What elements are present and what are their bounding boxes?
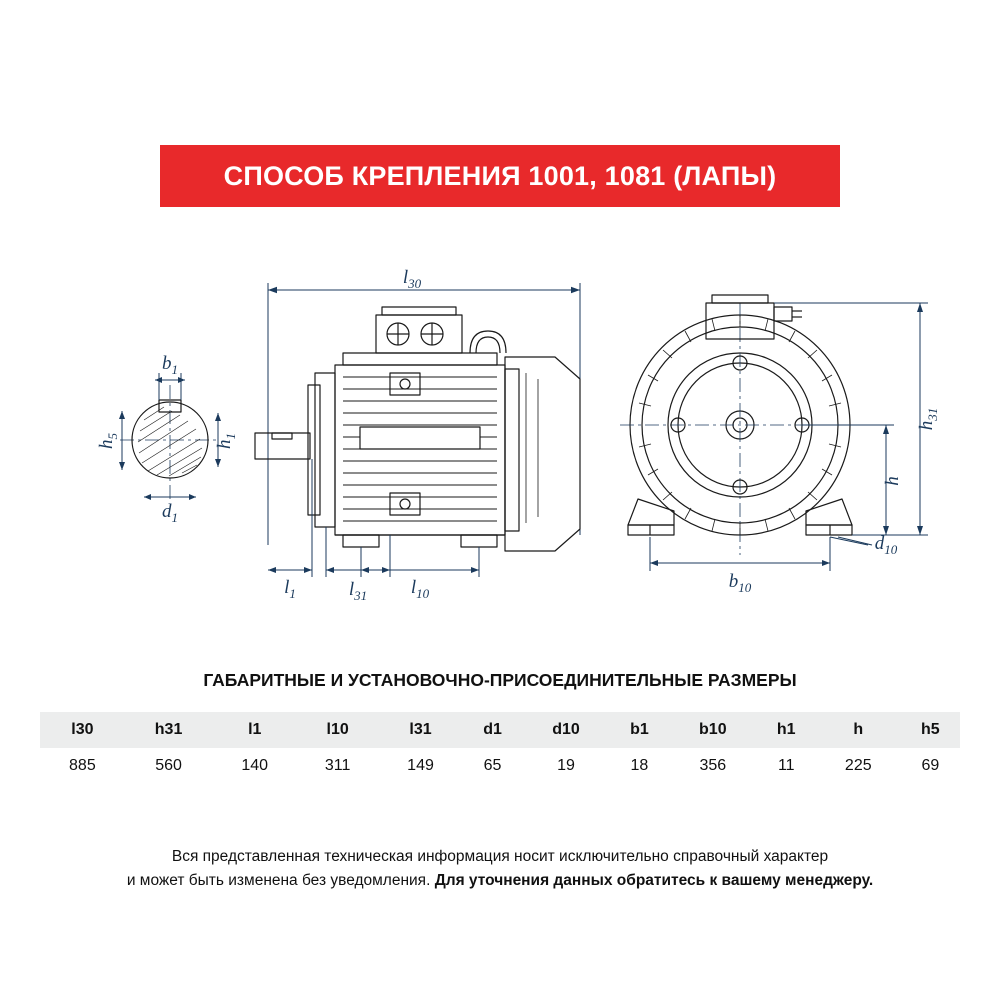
label-l10-sub: 10 (416, 586, 430, 601)
svg-text:d10 (875, 533, 898, 557)
col-h31: h31 (125, 712, 213, 748)
col-h: h (816, 712, 901, 748)
dimensions-table (40, 712, 960, 784)
label-d10-sub: 10 (884, 542, 898, 557)
label-l10-main: l (410, 577, 417, 598)
svg-text:h (882, 476, 903, 486)
col-b10: b10 (669, 712, 757, 748)
label-h1-main: h (214, 439, 235, 449)
svg-text:h5 (96, 433, 120, 450)
cell-b10: 356 (669, 748, 757, 784)
cell-l30: 885 (40, 748, 125, 784)
cell-h1: 11 (757, 748, 816, 784)
page-title: СПОСОБ КРЕПЛЕНИЯ 1001, 1081 (ЛАПЫ) (223, 160, 777, 191)
label-b1-sub: 1 (171, 362, 178, 377)
disclaimer-line-1: Вся представленная техническая информация носит исключительно справочный характер (171, 848, 829, 865)
label-h31-sub: 31 (925, 407, 940, 421)
label-d1-sub: 1 (171, 510, 178, 525)
col-d10: d10 (522, 712, 610, 748)
svg-text:d1 (162, 501, 178, 525)
cell-d1: 65 (463, 748, 522, 784)
table-row (40, 748, 960, 784)
table-header-row (40, 712, 960, 748)
label-d10-main: d (874, 533, 885, 554)
cell-h: 225 (816, 748, 901, 784)
technical-drawing (60, 245, 950, 635)
label-l30-main: l (402, 267, 409, 288)
disclaimer-line-2-bold: Для уточнения данных обратитесь к вашему менеджеру. (434, 872, 874, 890)
label-b10-main: b (728, 571, 739, 592)
svg-text:b1 (162, 353, 178, 377)
title-banner (160, 145, 840, 207)
svg-text:l10 (411, 577, 430, 601)
label-h31-main: h (916, 420, 937, 431)
label-l31-sub: 31 (354, 588, 368, 603)
cell-b1: 18 (610, 748, 669, 784)
col-l31: l31 (378, 712, 463, 748)
label-b1-main: b (162, 353, 172, 374)
col-l10: l10 (297, 712, 378, 748)
disclaimer-line-2-plain: и может быть изменена без уведомления. (126, 872, 435, 890)
cell-l10: 311 (297, 748, 378, 784)
col-d1: d1 (463, 712, 522, 748)
svg-text:l31 (349, 579, 367, 603)
cell-l1: 140 (212, 748, 297, 784)
label-l31-main: l (348, 579, 355, 600)
cell-d10: 19 (522, 748, 610, 784)
label-h5-main: h (96, 439, 117, 449)
label-b10-sub: 10 (738, 580, 752, 595)
label-h5-sub: 5 (105, 433, 120, 440)
cell-h31: 560 (125, 748, 213, 784)
col-l30: l30 (40, 712, 125, 748)
svg-text:l30 (403, 267, 422, 291)
cell-l31: 149 (378, 748, 463, 784)
motor-drawing-svg (60, 245, 950, 635)
dimensions-table-title: ГАБАРИТНЫЕ И УСТАНОВОЧНО-ПРИСОЕДИНИТЕЛЬНЫЕ РАЗМЕРЫ (203, 670, 797, 690)
label-d1-main: d (162, 501, 172, 522)
col-b1: b1 (610, 712, 669, 748)
label-l1-sub: 1 (289, 586, 296, 601)
svg-text:l1 (284, 577, 296, 601)
label-h1-sub: 1 (223, 433, 238, 440)
svg-text:b10 (729, 571, 752, 595)
cell-h5: 69 (901, 748, 960, 784)
label-l1-main: l (284, 577, 290, 598)
label-l30-sub: 30 (408, 276, 422, 291)
label-h-main: h (882, 476, 903, 486)
disclaimer-note (90, 845, 910, 893)
col-h1: h1 (757, 712, 816, 748)
col-l1: l1 (212, 712, 297, 748)
col-h5: h5 (901, 712, 960, 748)
